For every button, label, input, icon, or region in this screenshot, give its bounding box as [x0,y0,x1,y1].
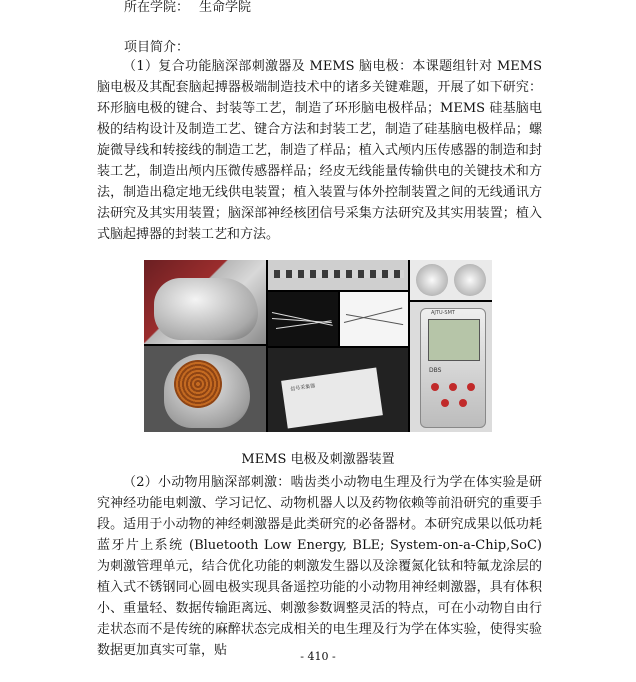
wire-photo-light [340,292,408,346]
dbs-device [420,308,486,428]
coil-photo [144,346,266,432]
dbs-device-photo [410,302,492,432]
device-button [449,383,457,391]
implant-casing [154,278,258,340]
electrode-strip [274,270,404,278]
wire-photo-dark [268,292,338,346]
intro-heading: 项目简介： [124,40,190,55]
device-button [467,383,475,391]
coil-winding [174,360,222,408]
paragraph-1: （1）复合功能脑深部刺激器及 MEMS 脑电极：本课题组针对 MEMS 脑电极及其配套脑起搏器极端制造技术中的诸多关键难题，开展了如下研究：环形脑电极的键合、封装等工艺，制造了环形脑电极样品；MEMS 硅基脑电极的结构设计及制造工艺、键合方法和封装工艺，制造了硅基脑电极样品；螺旋微导线和转接线的制造工艺，制造了样品；植入式颅内压传感器的制造和封装工艺，制造出颅内压微传感器样品；经皮无线能量传输供电的关键技术和方法，制造出稳定地无线供电装置；植入装置与体外控制装置之间的无线通讯方法研究及其实用装置；脑深部神经核团信号采集方法研究及其实用装置；植入式脑起搏器的封装工艺和方法。 [97,59,542,242]
figure-photo-collage [144,260,492,432]
signal-collector-label: 信号采集器 [290,383,316,393]
college-line [124,0,251,16]
college-label: 所在学院： [124,0,190,15]
implant-photo [144,260,266,344]
device-screen [428,319,480,361]
device-button [459,399,467,407]
page-number: - 410 - [300,650,336,663]
device-label: DBS [429,367,442,374]
device-button [431,383,439,391]
device-brand: AJTU-SMT [431,310,455,316]
college-value: 生命学院 [199,0,252,15]
paragraph-2: （2）小动物用脑深部刺激：啮齿类小动物电生理及行为学在体实验是研究神经功能电刺激、学习记忆、动物机器人以及药物依赖等前沿研究的重要手段。适用于小动物的神经刺激器是此类研究的必备器材。本研究成果以低功耗蓝牙片上系统 (Bluetooth Low Energy, BLE; System-on-a-Chip,SoC) 为刺激管理单元，结合优化功能的刺激发生器以及涂覆氮化钛和特氟龙涂层的植入式不锈钢同心圆电极实现具备遥控功能的小动物用神经刺激器，具有体积小、重量轻、数据传输距离远、刺激参数调整灵活的特点，可在小动物自由行走状态而不是传统的麻醉状态完成相关的电生理及行为学在体实验，使得实验数据更加真实可靠，贴 [97,475,542,658]
device-button [441,399,449,407]
electrode-strip-photo [268,260,408,290]
signal-collector-photo [268,348,408,432]
figure-caption: MEMS 电极及刺激器装置 [241,452,395,467]
sensor-disc-photo [410,260,492,300]
signal-collector-card [281,368,383,429]
